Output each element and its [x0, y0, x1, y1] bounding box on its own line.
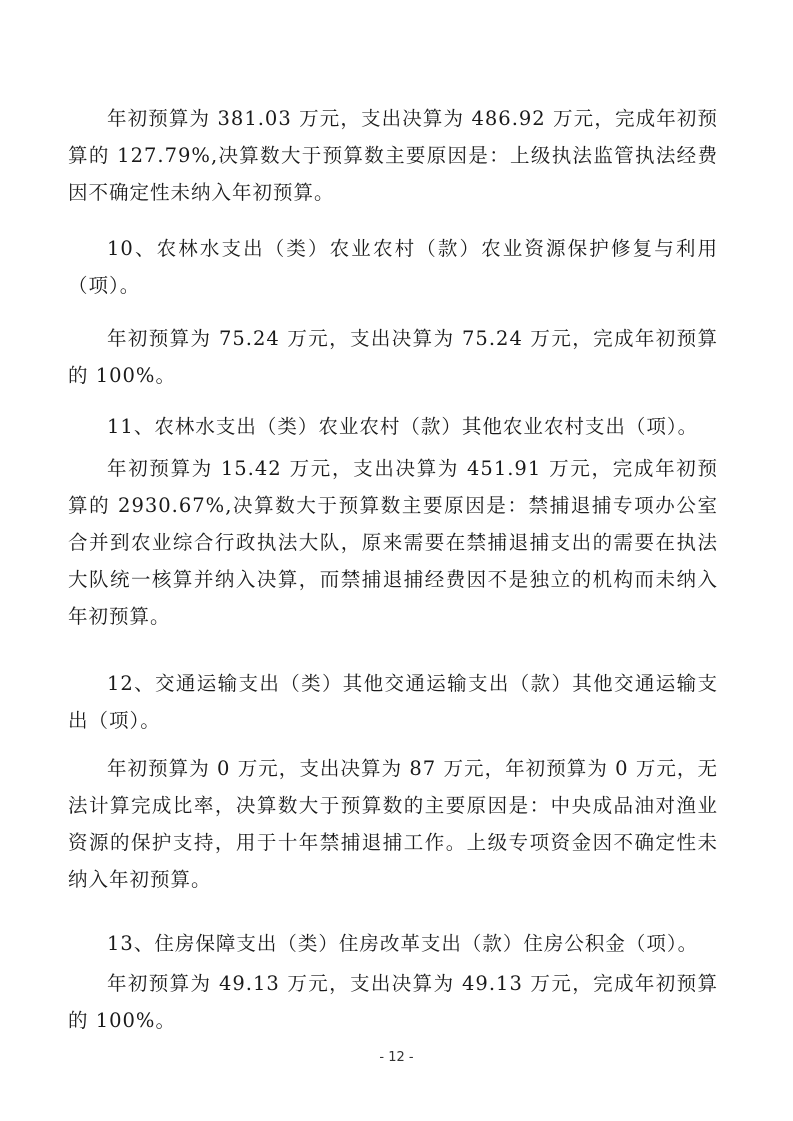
paragraph-item-12-heading: 12、交通运输支出（类）其他交通运输支出（款）其他交通运输支出（项）。 — [68, 672, 718, 732]
paragraph-item-11-budget: 年初预算为 15.42 万元，支出决算为 451.91 万元，完成年初预算的 2930.67%,决算数大于预算数主要原因是：禁捕退捕专项办公室合并到农业综合行政执法大队，原来需要在禁捕退捕支出的需要在执法大队统一核算并纳入决算，而禁捕退捕经费因不是独立的机构而未纳入年初预算。 — [68, 457, 718, 628]
paragraph-item-13-budget: 年初预算为 49.13 万元，支出决算为 49.13 万元，完成年初预算的 100%。 — [68, 972, 718, 1032]
paragraph-item-11-heading: 11、农林水支出（类）农业农村（款）其他农业农村支出（项）。 — [107, 415, 699, 438]
page-number: - 12 - — [379, 1050, 414, 1065]
paragraph-item-10-heading: 10、农林水支出（类）农业农村（款）农业资源保护修复与利用（项）。 — [68, 237, 718, 297]
paragraph-budget-law-enforcement: 年初预算为 381.03 万元，支出决算为 486.92 万元，完成年初预算的 127.79%,决算数大于预算数主要原因是：上级执法监管执法经费因不确定性未纳入年初预算。 — [68, 107, 718, 204]
paragraph-item-12-budget: 年初预算为 0 万元，支出决算为 87 万元，年初预算为 0 万元，无法计算完成比率，决算数大于预算数的主要原因是：中央成品油对渔业资源的保护支持，用于十年禁捕退捕工作。上级专项资金因不确定性未纳入年初预算。 — [68, 757, 718, 891]
paragraph-item-13-heading: 13、住房保障支出（类）住房改革支出（款）住房公积金（项）。 — [107, 932, 699, 955]
paragraph-item-10-budget: 年初预算为 75.24 万元，支出决算为 75.24 万元，完成年初预算的 100%。 — [68, 327, 718, 387]
